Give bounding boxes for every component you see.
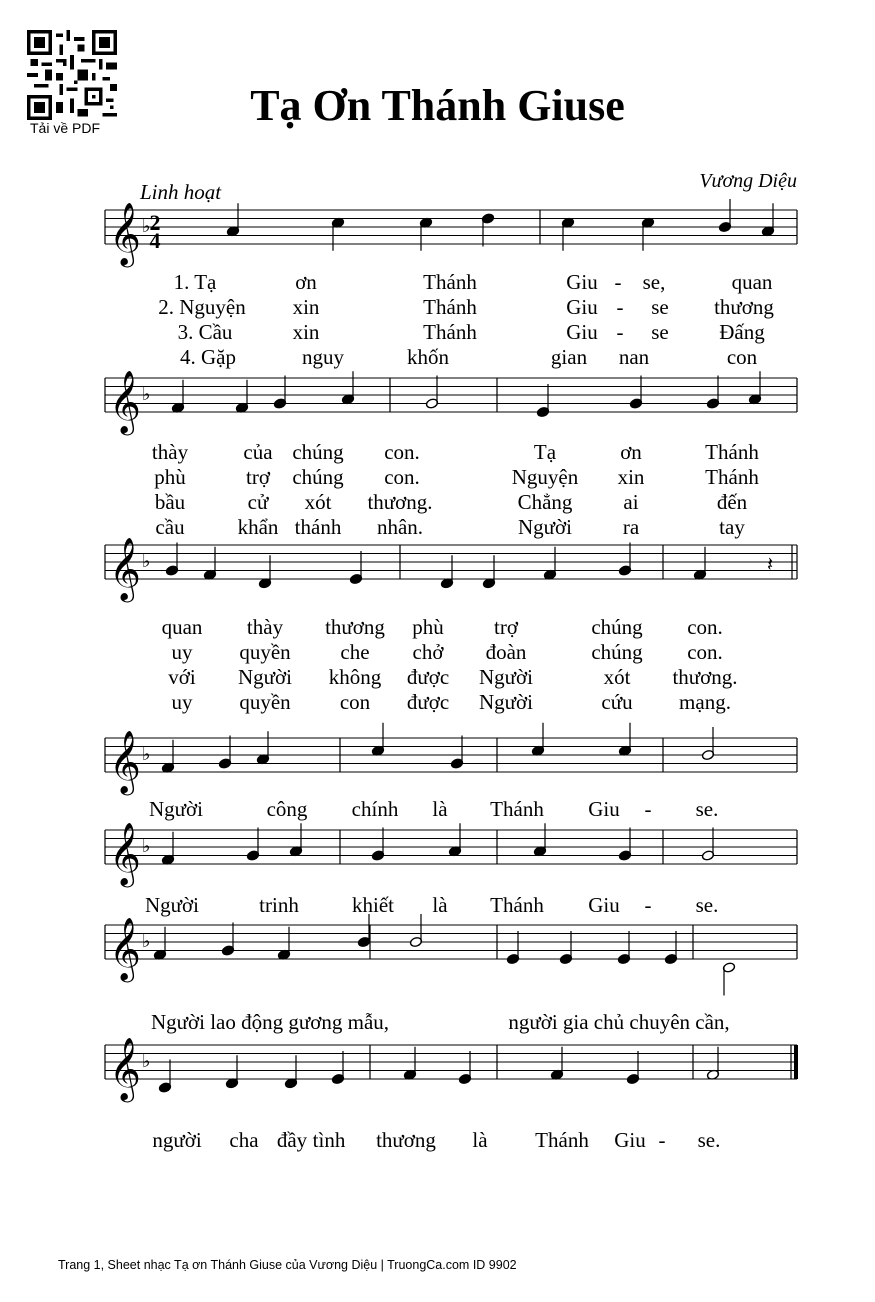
lyric-syllable: tay	[719, 515, 745, 539]
lyric-syllable: Thánh	[490, 893, 544, 917]
lyric-syllable: thương	[376, 1128, 436, 1152]
lyric-syllable: Người	[145, 893, 199, 917]
note-head	[158, 1060, 171, 1094]
note-head	[482, 555, 495, 589]
lyric-syllable: khẩn	[237, 515, 279, 539]
lyric-syllable: phù	[412, 615, 444, 639]
note-head	[626, 1051, 639, 1085]
lyric-syllable: chúng	[292, 465, 344, 489]
lyric-syllable: Người	[479, 665, 533, 689]
note-head	[618, 723, 631, 757]
lyric-syllable: Giu	[614, 1128, 646, 1152]
lyric-syllable: là	[472, 1128, 488, 1152]
lyric-syllable: -	[616, 320, 624, 344]
lyric-syllable: khốn	[407, 345, 449, 369]
lyric-syllable: quan	[731, 270, 773, 294]
lyric-syllable: 1. Tạ	[173, 270, 217, 294]
time-signature-top: 2	[149, 210, 161, 235]
lyric-syllable: thương.	[367, 490, 433, 514]
note-head	[561, 217, 574, 251]
lyric-syllable: mạng.	[679, 690, 731, 714]
flat-key-icon: ♭	[142, 744, 151, 765]
page-footer: Trang 1, Sheet nhạc Tạ ơn Thánh Giuse của Vương Diệu | TruongCa.com ID 9902	[58, 1258, 517, 1272]
lyric-syllable: con	[726, 345, 758, 369]
note-head	[284, 1055, 297, 1089]
lyric-syllable: -	[616, 295, 624, 319]
note-head	[506, 931, 519, 965]
flat-key-icon: ♭	[142, 836, 151, 857]
lyric-syllable: thương.	[672, 665, 738, 689]
lyric-syllable: Thánh	[490, 797, 544, 821]
note-head	[235, 380, 248, 414]
lyric-syllable: Tạ	[533, 440, 557, 464]
staff-system	[105, 917, 797, 983]
lyric-syllable: phù	[154, 465, 186, 489]
lyric-syllable: Thánh	[535, 1128, 589, 1152]
lyric-syllable: uy	[171, 690, 193, 714]
note-head	[761, 203, 774, 237]
note-head	[218, 736, 231, 770]
note-head	[543, 547, 556, 581]
lyric-syllable: thày	[246, 615, 284, 639]
lyric-syllable: đến	[716, 490, 748, 514]
lyric-syllable: đoàn	[485, 640, 527, 664]
note-head	[701, 828, 714, 862]
lyric-syllable: trợ	[246, 465, 270, 489]
note-head	[629, 376, 642, 410]
lyric-syllable: xót	[603, 665, 631, 689]
lyric-syllable: xót	[304, 490, 332, 514]
lyric-syllable: quyền	[239, 640, 291, 664]
note-head	[722, 962, 735, 996]
lyric-syllable: chở	[412, 640, 444, 664]
note-head	[440, 555, 453, 589]
note-head	[273, 376, 286, 410]
note-head	[203, 547, 216, 581]
note-head	[419, 217, 432, 251]
note-head	[258, 555, 271, 589]
note-head	[357, 914, 370, 948]
lyric-syllable: se	[651, 320, 669, 344]
note-head	[550, 1047, 563, 1081]
lyric-syllable: công	[266, 797, 308, 821]
note-head	[559, 931, 572, 965]
lyric-syllable: thương	[714, 295, 774, 319]
lyric-syllable: Giu	[566, 270, 598, 294]
lyric-syllable: nan	[618, 345, 650, 369]
lyric-syllable: Người	[479, 690, 533, 714]
lyric-syllable: Giu	[566, 295, 598, 319]
lyric-syllable: trinh	[259, 893, 299, 917]
note-head	[448, 823, 461, 857]
note-head	[331, 217, 344, 251]
lyric-syllable: trợ	[494, 615, 518, 639]
lyric-syllable: -	[644, 893, 652, 917]
lyric-syllable: -	[658, 1128, 666, 1152]
note-head	[171, 380, 184, 414]
lyric-syllable: nguy	[302, 345, 344, 369]
lyric-syllable: se.	[695, 893, 719, 917]
note-head	[161, 832, 174, 866]
note-head	[531, 723, 544, 757]
treble-clef-icon: 𝄞	[109, 202, 141, 265]
lyric-syllable: chúng	[591, 615, 643, 639]
song-title: Tạ Ơn Thánh Giuse	[250, 81, 625, 130]
note-head	[349, 551, 362, 585]
note-head	[165, 543, 178, 577]
note-head	[617, 931, 630, 965]
note-head	[706, 1047, 719, 1081]
lyric-syllable: -	[614, 270, 622, 294]
tempo-marking: Linh hoạt	[140, 180, 222, 204]
note-head	[718, 199, 731, 233]
flat-key-icon: ♭	[142, 931, 151, 952]
lyric-syllable: con.	[384, 440, 420, 464]
lyric-syllable: cầu	[155, 515, 185, 539]
lyric-syllable: cha	[229, 1128, 259, 1152]
lyric-syllable: là	[432, 797, 448, 821]
staff-system	[105, 537, 797, 603]
lyric-syllable: Thánh	[705, 440, 759, 464]
lyric-syllable: che	[340, 640, 370, 664]
lyric-syllable: Nguyện	[511, 465, 579, 489]
lyric-syllable: Thánh	[423, 295, 477, 319]
note-head	[371, 723, 384, 757]
lyric-syllable: xin	[617, 465, 645, 489]
note-head	[409, 914, 422, 948]
treble-clef-icon: 𝄞	[109, 917, 141, 980]
lyric-syllable: với	[168, 665, 196, 689]
lyric-syllable: se.	[695, 797, 719, 821]
lyric-syllable: ra	[622, 515, 640, 539]
flat-key-icon: ♭	[142, 384, 151, 405]
note-head	[536, 384, 549, 418]
lyric-syllable: -	[644, 797, 652, 821]
lyric-syllable: thương	[325, 615, 385, 639]
note-head	[458, 1051, 471, 1085]
composer-name: Vương Diệu	[699, 170, 797, 192]
staff-system	[105, 202, 797, 268]
flat-key-icon: ♭	[142, 216, 151, 237]
lyric-syllable: nhân.	[376, 515, 424, 539]
quarter-rest-icon: 𝄽	[767, 552, 774, 576]
lyric-syllable: thày	[151, 440, 189, 464]
lyric-syllable: 3. Cầu	[177, 320, 233, 344]
staff-system	[105, 370, 797, 436]
treble-clef-icon: 𝄞	[109, 370, 141, 433]
treble-clef-icon: 𝄞	[109, 730, 141, 793]
lyric-syllable: ơn	[295, 270, 317, 294]
lyric-syllable: Giu	[588, 797, 620, 821]
lyric-syllable: người	[152, 1128, 202, 1152]
lyric-syllable: Người	[149, 797, 203, 821]
lyric-syllable: chúng	[292, 440, 344, 464]
lyric-syllable: xin	[292, 295, 320, 319]
note-head	[371, 828, 384, 862]
lyric-syllable: bầu	[154, 490, 186, 514]
lyric-syllable: Đấng	[719, 320, 765, 344]
download-pdf-link[interactable]: Tải về PDF	[30, 120, 101, 136]
note-head	[341, 371, 354, 405]
lyric-syllable: se	[651, 295, 669, 319]
staff-system	[105, 1037, 798, 1103]
lyric-syllable: chính	[351, 797, 399, 821]
lyric-syllable: được	[406, 690, 450, 714]
note-head	[664, 931, 677, 965]
treble-clef-icon: 𝄞	[109, 537, 141, 600]
lyric-syllable: chúng	[591, 640, 643, 664]
note-head	[403, 1047, 416, 1081]
time-signature-bottom: 4	[149, 228, 161, 253]
treble-clef-icon: 𝄞	[109, 822, 141, 885]
lyric-syllable: con.	[384, 465, 420, 489]
flat-key-icon: ♭	[142, 551, 151, 572]
note-head	[246, 828, 259, 862]
lyric-syllable: là	[432, 893, 448, 917]
lyric-syllable: Giu	[566, 320, 598, 344]
note-head	[706, 376, 719, 410]
lyric-syllable: ai	[623, 490, 639, 514]
note-head	[153, 927, 166, 961]
note-head	[425, 376, 438, 410]
note-head	[481, 213, 494, 247]
lyric-syllable: gian	[550, 345, 588, 369]
lyric-syllable: quyền	[239, 690, 291, 714]
treble-clef-icon: 𝄞	[109, 1037, 141, 1100]
lyric-syllable: se,	[642, 270, 666, 294]
note-head	[277, 927, 290, 961]
lyric-syllable: người gia chủ chuyên cần,	[508, 1010, 730, 1034]
lyric-syllable: Thánh	[705, 465, 759, 489]
note-head	[226, 203, 239, 237]
lyric-syllable: con	[339, 690, 371, 714]
note-head	[618, 828, 631, 862]
note-head	[693, 547, 706, 581]
note-head	[331, 1051, 344, 1085]
lyric-syllable: Thánh	[423, 320, 477, 344]
note-head	[161, 740, 174, 774]
lyric-syllable: 4. Gặp	[180, 345, 236, 369]
staff-system	[105, 730, 797, 796]
lyric-syllable: uy	[171, 640, 193, 664]
note-head	[641, 217, 654, 251]
note-head	[289, 823, 302, 857]
lyric-syllable: Chẳng	[517, 490, 573, 514]
lyric-syllable: con.	[687, 640, 723, 664]
note-head	[533, 823, 546, 857]
lyric-syllable: khiết	[352, 893, 394, 917]
note-head	[618, 543, 631, 577]
lyric-syllable: Người	[238, 665, 292, 689]
note-head	[221, 923, 234, 957]
lyric-syllable: cử	[247, 490, 269, 514]
lyric-syllable: Thánh	[423, 270, 477, 294]
lyric-syllable: tình	[312, 1128, 346, 1152]
lyric-syllable: ơn	[620, 440, 642, 464]
lyric-syllable: thánh	[294, 515, 342, 539]
flat-key-icon: ♭	[142, 1051, 151, 1072]
lyric-syllable: xin	[292, 320, 320, 344]
lyric-syllable: cứu	[601, 690, 633, 714]
lyric-syllable: được	[406, 665, 450, 689]
lyric-syllable: đầy	[276, 1128, 308, 1152]
lyric-syllable: Người	[518, 515, 572, 539]
lyric-syllable: Người lao động gương mẫu,	[150, 1010, 390, 1034]
note-head	[748, 371, 761, 405]
lyric-syllable: quan	[161, 615, 203, 639]
lyric-syllable: 2. Nguyện	[158, 295, 246, 319]
lyric-syllable: không	[328, 665, 382, 689]
lyric-syllable: se.	[697, 1128, 721, 1152]
note-head	[450, 736, 463, 770]
lyric-syllable: Giu	[588, 893, 620, 917]
note-head	[701, 727, 714, 761]
note-head	[256, 731, 269, 765]
lyric-syllable: con.	[687, 615, 723, 639]
lyric-syllable: của	[243, 440, 273, 464]
note-head	[225, 1055, 238, 1089]
